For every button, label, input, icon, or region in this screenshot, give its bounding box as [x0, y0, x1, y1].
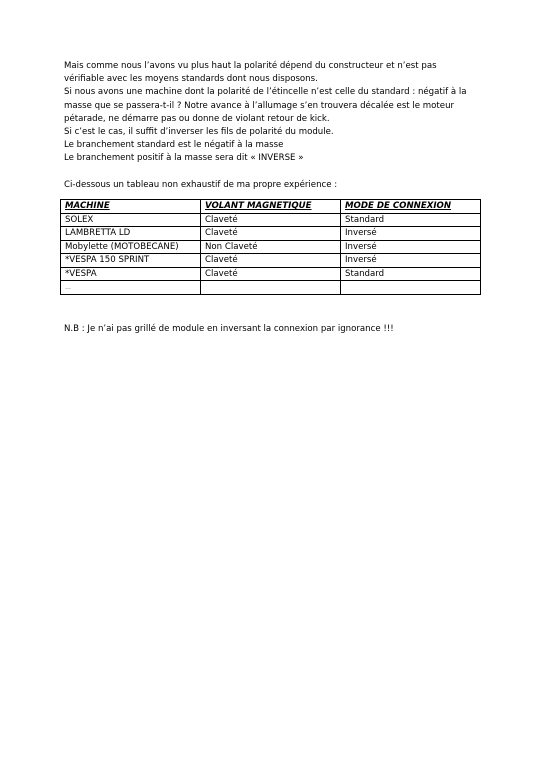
- paragraph-line: masse que se passera-t-il ? Notre avance à l’allumage s’en trouvera décalée est le moteur: [64, 100, 455, 111]
- polarity-paragraph: [64, 60, 484, 166]
- cell-mode: Inversé: [341, 227, 481, 241]
- cell-machine: Mobylette (MOTOBECANE): [61, 240, 201, 254]
- table-header-row: [61, 200, 481, 214]
- paragraph-line: Si c’est le cas, il suffit d’inverser les fils de polarité du module.: [64, 127, 334, 138]
- cell-volant: Claveté: [201, 267, 341, 281]
- paragraph-line: Le branchement standard est le négatif à la masse: [64, 140, 284, 151]
- header-machine: MACHINE: [61, 200, 201, 214]
- cell-machine: *VESPA 150 SPRINT: [61, 254, 201, 268]
- cell-machine: LAMBRETTA LD: [61, 227, 201, 241]
- cell-machine: SOLEX: [61, 213, 201, 227]
- table-row: [61, 267, 481, 281]
- table-row: [61, 254, 481, 268]
- cell-mode: Standard: [341, 267, 481, 281]
- cell-volant: Non Claveté: [201, 240, 341, 254]
- cell-volant: Claveté: [201, 254, 341, 268]
- paragraph-line: Le branchement positif à la masse sera dit « INVERSE »: [64, 153, 304, 164]
- table-intro: Ci-dessous un tableau non exhaustif de ma propre expérience :: [64, 180, 338, 190]
- cell-mode: [341, 281, 481, 295]
- header-mode: MODE DE CONNEXION: [341, 200, 481, 214]
- cell-mode: Standard: [341, 213, 481, 227]
- cell-machine: …: [61, 281, 201, 295]
- cell-volant: Claveté: [201, 213, 341, 227]
- paragraph-line: pétarade, ne démarre pas ou donne de violant retour de kick.: [64, 113, 330, 124]
- header-volant: VOLANT MAGNETIQUE: [201, 200, 341, 214]
- paragraph-line: Si nous avons une machine dont la polarité de l’étincelle n’est celle du standard : négatif à la: [64, 87, 467, 98]
- nb-note: N.B : Je n’ai pas grillé de module en inversant la connexion par ignorance !!!: [64, 324, 394, 334]
- cell-volant: Claveté: [201, 227, 341, 241]
- table-row: [61, 240, 481, 254]
- cell-machine: *VESPA: [61, 267, 201, 281]
- cell-mode: Inversé: [341, 254, 481, 268]
- table-row: [61, 227, 481, 241]
- table-row: [61, 213, 481, 227]
- cell-mode: Inversé: [341, 240, 481, 254]
- table-row: [61, 281, 481, 295]
- paragraph-line: vérifiable avec les moyens standards dont nous disposons.: [64, 74, 318, 85]
- machines-table: [60, 199, 481, 295]
- cell-volant: [201, 281, 341, 295]
- paragraph-line: Mais comme nous l’avons vu plus haut la polarité dépend du constructeur et n’est pas: [64, 61, 437, 71]
